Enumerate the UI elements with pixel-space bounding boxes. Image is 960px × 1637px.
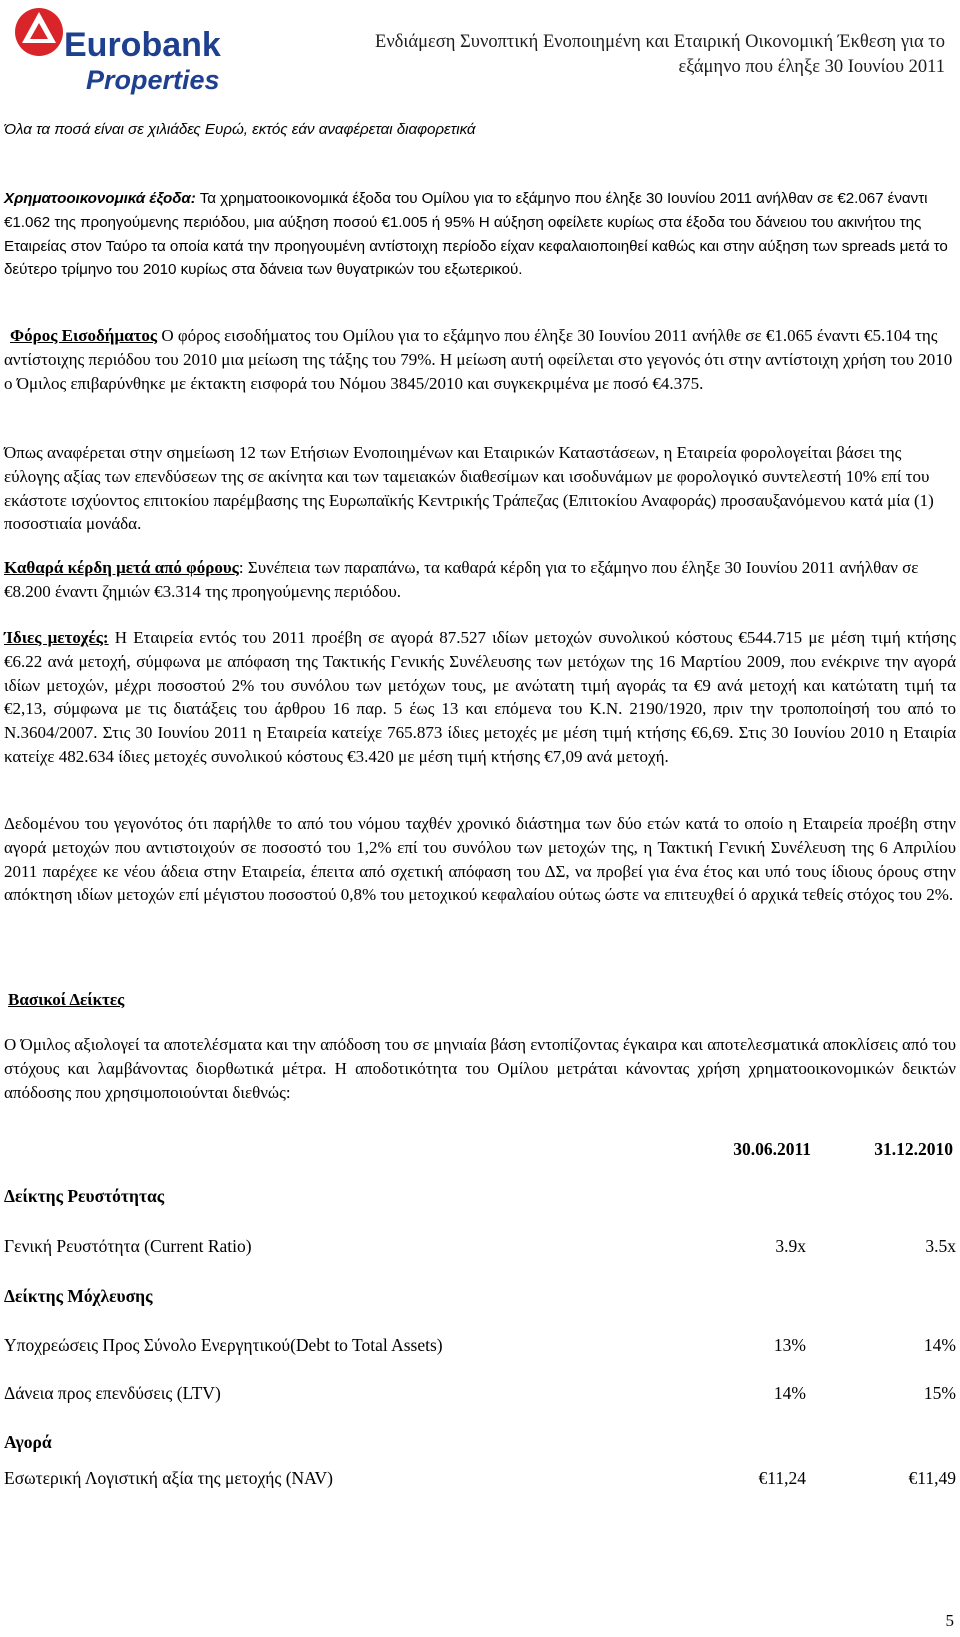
kpi-intro-paragraph: Ο Όμιλος αξιολογεί τα αποτελέσματα και την απόδοση του σε μηνιαία βάση εντοπίζοντας έγκαιρα και αποτελεσματικά αποκλίσεις από του στόχους και λαμβάνοντας διορθωτικά μέτρα. Η αποδοτικότητα του Ομίλου μετράται κάνοντας χρήση χρηματοοικονομικών δεικτών απόδοσης που χρησιμοποιούνται διεθνώς:	[4, 1035, 956, 1102]
own-shares-followup-paragraph: Δεδομένου του γεγονότος ότι παρήλθε το από του νόμου ταχθέν χρονικό διάστημα των δύο ετών κατά το οποίο η Εταιρεία προέβη στην αγορά μετοχών που αντιστοιχούν σε ποσοστό του 1,2% επί του συνόλου των μετοχών της, η Τακτική Γενική Συνέλευση της 6 Απριλίου 2011 παρέχεε κε νέου άδεια στην Εταιρεία, έπειτα από σχετική απόφαση του ΔΣ, να προβεί για ένα έτος και υπό τους ίδιους όρους στην απόκτηση ιδίων μετοχών επί μέγιστου ποσοστού 0,8% του μετοχικού κεφαλαίου ούτως ώστε να επιτευχθεί ό αρχικά τεθείς στόχος του 2%.	[4, 814, 956, 905]
income-tax-paragraph	[4, 324, 956, 395]
income-tax-text: Ο φόρος εισοδήματος του Ομίλου για το εξάμηνο που έληξε 30 Ιουνίου 2011 ανήλθε σε €1.065 έναντι €5.104 της αντίστοιχης περιόδου του 2010 μια μείωση της τάξης του 79%. Η μείωση αυτή οφείλεται στο γεγονός ότι στην αντίστοιχη χρήση του 2010 ο Όμιλος επιβαρύνθηκε με έκτακτη εισφορά του Νόμου 3845/2010 και συγκεκριμένα με ποσό €4.375.	[4, 326, 953, 393]
own-shares-text: Η Εταιρεία εντός του 2011 προέβη σε αγορά 87.527 ιδίων μετοχών συνολικού κόστους €544.715 με μέση τιμή κτήσης €6.22 ανά μετοχή, σύμφωνα με απόφαση της Τακτικής Γενικής Συνέλευσης των μετόχων της 16 Μαρτίου 2009, που ενέκρινε την αγορά ιδίων μετοχών, μέχρι ποσοστού 2% του συνόλου των μετόχων τους, με ανώτατη τιμή αγοράς τα €9 ανά μετοχή και κατώτατη τιμή τα €2,13, σύμφωνα με τις διατάξεις του άρθρου 16 παρ. 5 έως 13 και επόμενα του Κ.Ν. 2190/1920, πριν την τροποποίησή του από το Ν.3604/2007. Στις 30 Ιουνίου 2011 η Εταιρεία κατείχε 765.873 ίδιες μετοχές με μέση τιμή κτήσης €6,69. Στις 30 Ιουνίου 2010 η Εταιρία κατείχε 482.634 ίδιες μετοχές συνολικού κόστους €3.420 με μέση τιμή κτήσης €7,09 ανά μετοχή.	[4, 628, 956, 766]
leverage-heading: Δείκτης Μόχλευσης	[4, 1286, 153, 1306]
document-title-line-2: εξάμηνο που έληξε 30 Ιουνίου 2011	[678, 57, 945, 77]
ltv-2010: 15%	[923, 1383, 956, 1403]
ltv-2011: 14%	[773, 1383, 806, 1403]
currency-note: Όλα τα ποσά είναι σε χιλιάδες Ευρώ, εκτός εάν αναφέρεται διαφορετικά	[4, 121, 476, 138]
market-section-heading	[4, 1430, 956, 1454]
nav-label: Εσωτερική Λογιστική αξία της μετοχής (NAV)	[4, 1468, 334, 1488]
net-profit-paragraph	[4, 556, 956, 604]
nav-2011: €11,24	[758, 1468, 806, 1488]
eurobank-properties-logo	[10, 3, 225, 98]
kpi-col-header-2010: 31.12.2010	[874, 1139, 953, 1159]
logo-properties-text: Properties	[86, 65, 220, 95]
own-shares-paragraph	[4, 626, 956, 769]
liquidity-section-heading	[4, 1184, 956, 1208]
current-ratio-2011: 3.9x	[775, 1236, 806, 1256]
debt-to-assets-2010: 14%	[923, 1335, 956, 1355]
finance-costs-paragraph	[4, 187, 956, 282]
kpi-row-ltv	[4, 1381, 956, 1405]
page-number: 5	[945, 1611, 954, 1630]
leverage-section-heading	[4, 1284, 956, 1308]
debt-to-assets-label: Υποχρεώσεις Προς Σύνολο Ενεργητικού(Debt to Total Assets)	[4, 1335, 443, 1355]
kpi-row-nav	[4, 1466, 956, 1490]
document-title-line-1: Ενδιάμεση Συνοπτική Ενοποιημένη και Εταιρική Οικονομική Έκθεση για το	[375, 32, 945, 52]
kpi-column-headers	[4, 1137, 956, 1161]
kpi-heading: Βασικοί Δείκτες	[8, 990, 125, 1009]
current-ratio-2010: 3.5x	[925, 1236, 956, 1256]
net-profit-text: : Συνέπεια των παραπάνω, τα καθαρά κέρδη για το εξάμηνο που έληξε 30 Ιουνίου 2011 ανήλθαν σε €8.200 έναντι ζημιών €3.314 της προηγούμενης περιόδου.	[4, 558, 919, 601]
finance-costs-heading: Χρηματοοικονομικά έξοδα:	[4, 190, 196, 207]
market-heading: Αγορά	[4, 1432, 52, 1452]
liquidity-heading: Δείκτης Ρευστότητας	[4, 1186, 165, 1206]
current-ratio-label: Γενική Ρευστότητα (Current Ratio)	[4, 1236, 252, 1256]
kpi-col-header-2011: 30.06.2011	[733, 1139, 811, 1159]
document-title	[265, 30, 945, 80]
tax-note-paragraph: Όπως αναφέρεται στην σημείωση 12 των Ετήσιων Ενοποιημένων και Εταιρικών Καταστάσεων, η Εταιρεία φορολογείται βάσει της εύλογης αξίας των επενδύσεων της σε ακίνητα και των ταμειακών διαθεσίμων και ισοδυνάμων με φορολογικό συντελεστή 10% επί του εκάστοτε ισχύοντος επιτοκίου παρέμβασης της Ευρωπαϊκής Κεντρικής Τράπεζας (Επιτοκίου Αναφοράς) προσαυξανόμενου κατά μία (1) ποσοστιαία μονάδα.	[4, 443, 934, 534]
net-profit-heading: Καθαρά κέρδη μετά από φόρους	[4, 558, 239, 577]
kpi-row-debt-to-assets	[4, 1333, 956, 1357]
ltv-label: Δάνεια προς επενδύσεις (LTV)	[4, 1383, 221, 1403]
logo-eurobank-text: Eurobank	[64, 26, 221, 64]
page-header	[0, 0, 960, 100]
debt-to-assets-2011: 13%	[773, 1335, 806, 1355]
income-tax-heading: Φόρος Εισοδήματος	[10, 326, 158, 345]
own-shares-heading: Ίδιες μετοχές:	[4, 628, 109, 647]
nav-2010: €11,49	[908, 1468, 956, 1488]
finance-costs-text: Τα χρηματοοικονομικά έξοδα του Ομίλου για το εξάμηνο που έληξε 30 Ιουνίου 2011 ανήλθαν σε €2.067 έναντι €1.062 της προηγούμενης περιόδου, μια αύξηση ποσού €1.005 ή 95% Η αύξηση οφείλετε κυρίως στα έξοδα του δάνειου του ακινήτου της Εταιρείας στον Ταύρο τα οποία κατά την προηγουμένη αντίστοιχη περίοδο είχαν κεφαλαιοποιηθεί καθώς και στην αύξηση των spreads μετά το δεύτερο τρίμηνο του 2010 κυρίως στα δάνεια των θυγατρικών του εξωτερικού.	[4, 190, 948, 279]
kpi-row-current-ratio	[4, 1234, 956, 1258]
